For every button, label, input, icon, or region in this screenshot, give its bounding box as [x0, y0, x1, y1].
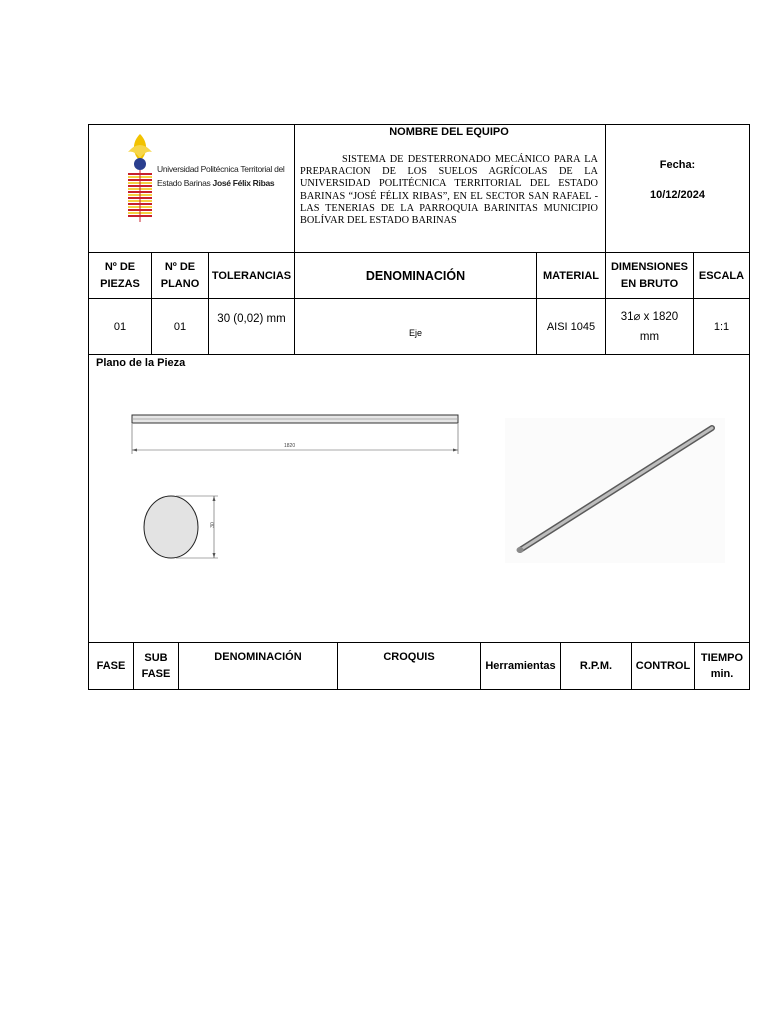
header-tiempo-l2: min. [710, 668, 734, 680]
header-escala: ESCALA [693, 252, 750, 299]
equipo-title: NOMBRE DEL EQUIPO [389, 126, 509, 138]
header-rpm: R.P.M. [560, 642, 632, 690]
diameter-dimension-label: 30 [209, 522, 216, 528]
header-piezas-l1: Nº DE [104, 260, 136, 273]
header-denominacion: DENOMINACIÓN [294, 252, 537, 299]
header-tolerancias: TOLERANCIAS [208, 252, 295, 299]
header-proceso-denominacion: DENOMINACIÓN [178, 642, 338, 690]
value-dimensiones-l1: 31⌀ x 1820 [620, 310, 679, 323]
value-tolerancias: 30 (0,02) mm [208, 298, 295, 355]
header-dimensiones-l1: DIMENSIONES [610, 260, 688, 273]
equipo-description: SISTEMA DE DESTERRONADO MECÁNICO PARA LA PREPARACION DE LOS SUELOS AGRÍCOLAS DE LA UNIVERSIDAD POLITÉCNICA TERRITORIAL DEL ESTADO BARINAS “JOSÉ FÉLIX RIBAS”, EN EL SECTOR SAN RAFAEL - LAS TENERIAS DE LA PARROQUIA BARINITAS MUNICIPIO BOLÍVAR DEL ESTADO BARINAS [300, 154, 598, 227]
header-dimensiones [605, 252, 694, 299]
fecha-value: 10/12/2024 [649, 189, 706, 201]
value-dimensiones-l2: mm [639, 330, 660, 343]
header-sub-fase-l2: FASE [141, 668, 171, 680]
logo-line2 [157, 177, 274, 190]
value-dimensiones [605, 298, 694, 355]
header-dimensiones-l2: EN BRUTO [620, 277, 679, 290]
logo-line2-a: Estado Barinas [157, 178, 211, 188]
header-plano [151, 252, 209, 299]
length-dimension-label: 1820 [284, 443, 296, 449]
header-tiempo-l1: TIEMPO [700, 652, 744, 664]
value-escala: 1:1 [693, 298, 750, 355]
value-piezas: 01 [88, 298, 152, 355]
value-denominacion-text: Eje [408, 328, 422, 338]
header-herramientas: Herramientas [480, 642, 561, 690]
value-plano: 01 [151, 298, 209, 355]
header-piezas-l2: PIEZAS [100, 277, 140, 290]
header-sub-fase-l1: SUB [144, 652, 168, 664]
header-plano-l1: Nº DE [164, 260, 196, 273]
header-plano-l2: PLANO [160, 277, 200, 290]
fecha-label: Fecha: [659, 159, 696, 171]
value-material: AISI 1045 [536, 298, 606, 355]
shaft-side-view [126, 410, 466, 460]
header-piezas [88, 252, 152, 299]
header-croquis: CROQUIS [337, 642, 481, 690]
logo-line1: Universidad Politécnica Territorial del [157, 164, 285, 174]
header-material: MATERIAL [536, 252, 606, 299]
header-sub-fase [133, 642, 179, 690]
header-tiempo [694, 642, 750, 690]
header-fase: FASE [88, 642, 134, 690]
header-control: CONTROL [631, 642, 695, 690]
university-logo-icon [124, 132, 156, 224]
shaft-isometric-view [505, 418, 725, 563]
drawing-title: Plano de la Pieza [96, 357, 186, 369]
value-denominacion [294, 298, 537, 355]
logo-line2-b: José Félix Ribas [212, 178, 275, 188]
